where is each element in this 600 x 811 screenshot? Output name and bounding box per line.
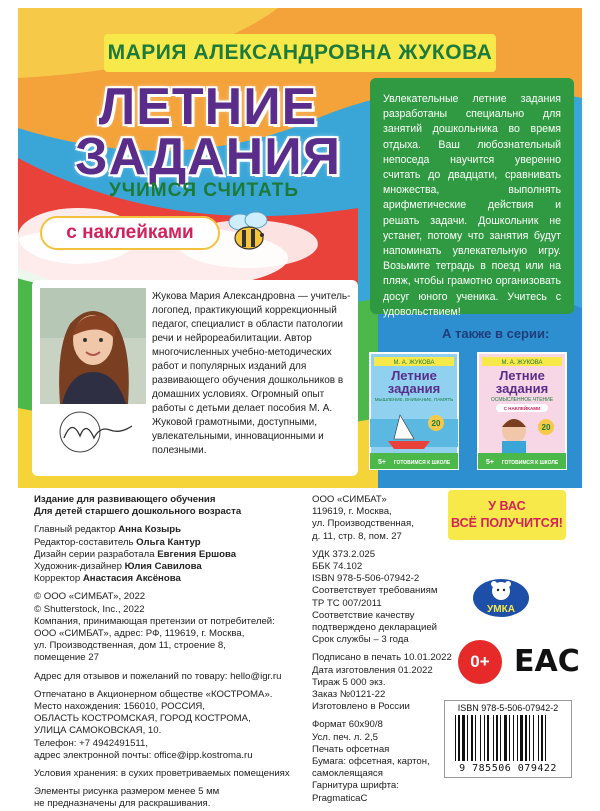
barcode-bar: [525, 715, 527, 761]
mini-book-footer: ГОТОВИМСЯ К ШКОЛЕ: [393, 460, 451, 466]
barcode-bar: [471, 715, 473, 761]
slogan-line-1: У ВАС: [488, 499, 526, 513]
claims-line-2: ООО «СИМБАТ», адрес: РФ, 119619, г. Москва,: [34, 628, 245, 640]
author-name-banner: МАРИЯ АЛЕКСАНДРОВНА ЖУКОВА: [104, 34, 496, 72]
series-label: А также в серии:: [442, 326, 550, 341]
publisher-line-2: 119619, г. Москва,: [312, 506, 392, 518]
storage-conditions: Условия хранения: в сухих проветриваемых помещениях: [34, 768, 290, 780]
copyright-line-1: © ООО «СИМБАТ», 2022: [34, 591, 146, 603]
barcode: [444, 700, 572, 778]
barcode-bar: [467, 715, 468, 761]
mini-book-age: 5+: [486, 459, 494, 466]
paper-line-1: Бумага: офсетная, картон,: [312, 756, 430, 768]
barcode-bar: [487, 715, 489, 761]
barcode-bar: [455, 715, 456, 761]
book-title-line-1: ЛЕТНИЕ: [98, 78, 318, 136]
printer-phone: Телефон: +7 4942491511,: [34, 737, 149, 749]
editor-credit: Главный редактор Анна Козырь: [34, 524, 182, 536]
barcode-bar: [520, 715, 523, 761]
barcode-bar: [545, 715, 546, 761]
barcode-bar: [529, 715, 530, 761]
imprint-middle-column: [312, 494, 452, 805]
feedback-address: Адрес для отзывов и пожеланий по товару: hello@igr.ru: [34, 670, 282, 682]
publisher-line-4: д. 11, стр. 8, пом. 27: [312, 530, 402, 542]
made-in: Изготовлено в России: [312, 701, 410, 713]
conformity-line-2: ТР ТС 007/2011: [312, 597, 382, 609]
printer-email: адрес электронной почты: office@ipp.kostroma.ru: [34, 749, 253, 761]
edition-line-2: Для детей старшего дошкольного возраста: [34, 506, 242, 518]
barcode-bar: [541, 715, 543, 761]
copyright-line-2: © Shutterstock, Inc., 2022: [34, 603, 145, 615]
publisher-line-1: ООО «СИМБАТ»: [312, 494, 387, 505]
print-sheets: Усл. печ. л. 2,5: [312, 731, 378, 743]
mini-book-sticker: С НАКЛЕЙКАМИ: [503, 406, 541, 411]
barcode-bar: [500, 715, 501, 761]
corrector-credit: Корректор Анастасия Аксёнова: [34, 573, 181, 585]
udk-code: УДК 373.2.025: [312, 548, 376, 560]
printed-line-1: Отпечатано в Акционерном обществе «КОСТРОМА».: [34, 688, 273, 700]
mini-book-author: М. А. ЖУКОВА: [501, 360, 543, 366]
series-book-reading: [478, 353, 566, 469]
barcode-isbn-label: ISBN 978-5-506-07942-2: [457, 703, 559, 713]
conformity-line-3: Соответствие качеству: [312, 609, 415, 621]
stickers-badge: с наклейками: [40, 216, 220, 250]
mini-book-title2: задания: [387, 381, 441, 396]
barcode-bar: [480, 715, 481, 761]
claims-line-3: ул. Производственная, дом 11, строение 8,: [34, 640, 226, 652]
slogan-badge: [448, 490, 566, 540]
barcode-bar: [493, 715, 494, 761]
mini-book-title2: задания: [495, 381, 549, 396]
mini-book-title1: Летние: [391, 368, 437, 383]
format: Формат 60х90/8: [312, 719, 383, 731]
barcode-bar: [458, 715, 460, 761]
artist-credit: Художник-дизайнер Юлия Савилова: [34, 561, 202, 573]
barcode-bar: [533, 715, 534, 761]
author-card: [32, 280, 358, 476]
barcode-bar: [496, 715, 498, 761]
edition-line-1: Издание для развивающего обучения: [34, 494, 216, 505]
mini-book-subtitle: ОСМЫСЛЕННОЕ ЧТЕНИЕ: [490, 397, 554, 403]
mini-book-author: М. А. ЖУКОВА: [393, 360, 435, 366]
mini-book-subtitle: МЫШЛЕНИЕ, ВНИМАНИЕ, ПАМЯТЬ: [374, 397, 454, 402]
age-rating-badge: 0+: [458, 640, 502, 684]
imprint-left-column: [34, 494, 294, 811]
compiler-credit: Редактор-составитель Ольга Кантур: [34, 536, 201, 548]
mini-book-badge: 20: [431, 419, 441, 428]
barcode-bar: [517, 715, 518, 761]
brand-name: УМКА: [487, 604, 515, 615]
order-number: Заказ №0121-22: [312, 689, 386, 701]
mini-book-footer: ГОТОВИМСЯ К ШКОЛЕ: [501, 460, 559, 466]
book-description: Увлекательные летние задания разработаны специально для занятий дошкольника во время отдыха. Ваш любознательный непоседа научится уверенно считать до двадцати, сравнивать множества, выполнять арифметические действия и решать задачи. Дошкольник не устанет, потому что занятия будут напоминать увлекательную игру. Возьмите тетрадь в поезд или на пляж, чтобы грамотно организовать досуг юного ученика. Учитесь с удовольствием!: [370, 78, 574, 314]
mini-book-age: 5+: [378, 459, 386, 466]
bee-illustration: [224, 208, 274, 254]
barcode-bars: [453, 715, 563, 761]
paper-line-2: самоклеящаяся: [312, 768, 383, 780]
typeface-line-2: PragmaticaC: [312, 792, 368, 804]
printed-line-4: УЛИЦА САМОКОВСКАЯ, 10.: [34, 725, 162, 737]
typeface-line-1: Гарнитура шрифта:: [312, 780, 399, 792]
isbn-code: ISBN 978-5-506-07942-2: [312, 573, 420, 585]
barcode-bar: [513, 715, 514, 761]
back-cover-artwork: [18, 8, 582, 488]
barcode-digits: 9 785506 079422: [459, 763, 557, 774]
slogan-line-2: ВСЁ ПОЛУЧИТСЯ!: [451, 516, 563, 530]
eac-mark: ЕАС: [514, 644, 580, 679]
barcode-bar: [475, 715, 476, 761]
warning-line-1: Элементы рисунка размером менее 5 мм: [34, 786, 220, 798]
mini-book-title1: Летние: [499, 368, 545, 383]
claims-line-1: Компания, принимающая претензии от потребителей:: [34, 615, 275, 627]
author-signature: [50, 408, 140, 458]
claims-line-4: помещение 27: [34, 652, 99, 664]
author-bio: Жукова Мария Александровна — учитель-логопед, практикующий коррекционный педагог, специалист в области патологии речи и нейрореабилитации. Автор многочисленных учебно-методических работ и популярных изданий для развивающего обучения дошкольников в домашних условиях. Огромный опыт работы с детьми делает пособия М. А. Жуковой грамотными, доступными, увлекательными, инновационными и полезными.: [152, 291, 351, 456]
publisher-line-3: ул. Производственная,: [312, 518, 414, 530]
conformity-line-4: подтверждено декларацией: [312, 622, 438, 634]
book-title-line-2: ЗАДАНИЯ: [75, 128, 341, 186]
barcode-bar: [538, 715, 539, 761]
manufacture-date: Дата изготовления 01.2022: [312, 664, 433, 676]
book-subtitle: УЧИМСЯ СЧИТАТЬ: [108, 180, 299, 201]
printed-line-3: ОБЛАСТЬ КОСТРОМСКАЯ, ГОРОД КОСТРОМА,: [34, 713, 251, 725]
printing-type: Печать офсетная: [312, 743, 390, 755]
print-run: Тираж 5 000 экз.: [312, 676, 386, 688]
author-photo: [40, 288, 146, 404]
barcode-bar: [504, 715, 507, 761]
series-designer-credit: Дизайн серии разработала Евгения Ершова: [34, 548, 237, 560]
warning-line-2: не предназначены для раскрашивания.: [34, 798, 211, 810]
conformity-line-1: Соответствует требованиям: [312, 585, 438, 597]
barcode-bar: [484, 715, 485, 761]
barcode-bar: [462, 715, 465, 761]
umka-logo: [472, 576, 530, 618]
signed-date: Подписано в печать 10.01.2022: [312, 652, 452, 664]
barcode-bar: [509, 715, 510, 761]
bbk-code: ББК 74.102: [312, 561, 363, 573]
mini-book-badge: 20: [541, 423, 551, 432]
printed-line-2: Место нахождения: 156010, РОССИЯ,: [34, 701, 205, 713]
series-book-thinking: [370, 353, 458, 469]
service-life: Срок службы – 3 года: [312, 634, 409, 646]
